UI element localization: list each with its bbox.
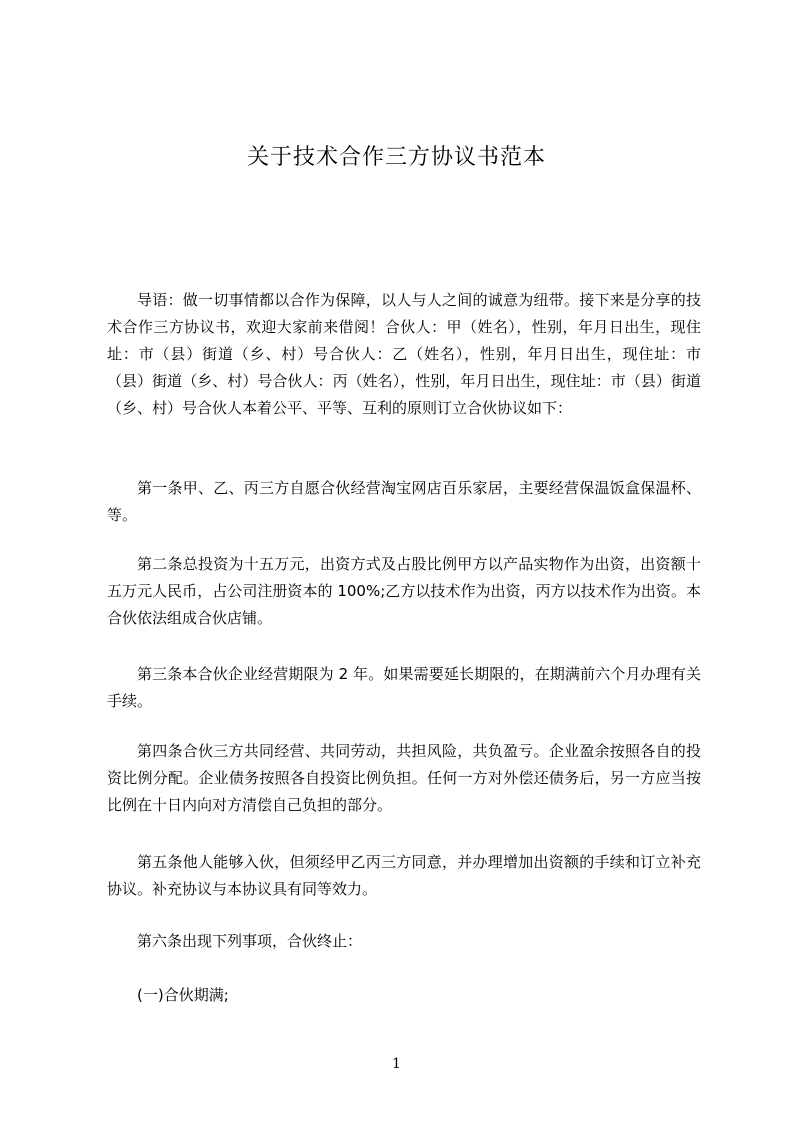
- article-4-paragraph: 第四条合伙三方共同经营、共同劳动，共担风险，共负盈亏。企业盈余按照各自的投资比例分配。企业债务按照各自投资比例负担。任何一方对外偿还债务后，另一方应当按比例在十日内向对方清偿自己负担的部分。: [107, 742, 701, 814]
- article-3-paragraph: 第三条本合伙企业经营期限为 2 年。如果需要延长期限的，在期满前六个月办理有关手续。: [107, 665, 701, 710]
- article-5-paragraph: 第五条他人能够入伙，但须经甲乙丙三方同意，并办理增加出资额的手续和订立补充协议。补充协议与本协议具有同等效力。: [107, 853, 701, 898]
- page-number: 1: [392, 1056, 401, 1072]
- article-1-paragraph: 第一条甲、乙、丙三方自愿合伙经营淘宝网店百乐家居，主要经营保温饭盒保温杯、等。: [107, 479, 701, 524]
- article-6-paragraph: 第六条出现下列事项，合伙终止：: [137, 932, 363, 950]
- document-title: 关于技术合作三方协议书范本: [246, 145, 546, 170]
- intro-paragraph: 导语：做一切事情都以合作为保障，以人与人之间的诚意为纽带。接下来是分享的技术合作三方协议书，欢迎大家前来借阅！合伙人：甲（姓名），性别，年月日出生，现住址：市（县）街道（乡、村）号合伙人：乙（姓名），性别，年月日出生，现住址：市（县）街道（乡、村）号合伙人：丙（姓名），性别，年月日出生，现住址：市（县）街道（乡、村）号合伙人本着公平、平等、互利的原则订立合伙协议如下：: [107, 291, 701, 417]
- article-2-paragraph: 第二条总投资为十五万元，出资方式及占股比例甲方以产品实物作为出资，出资额十五万元人民币，占公司注册资本的 100%;乙方以技术作为出资，丙方以技术作为出资。本合伙依法组成合伙店铺。: [107, 555, 701, 627]
- list-item-paragraph: (一)合伙期满;: [137, 986, 229, 1004]
